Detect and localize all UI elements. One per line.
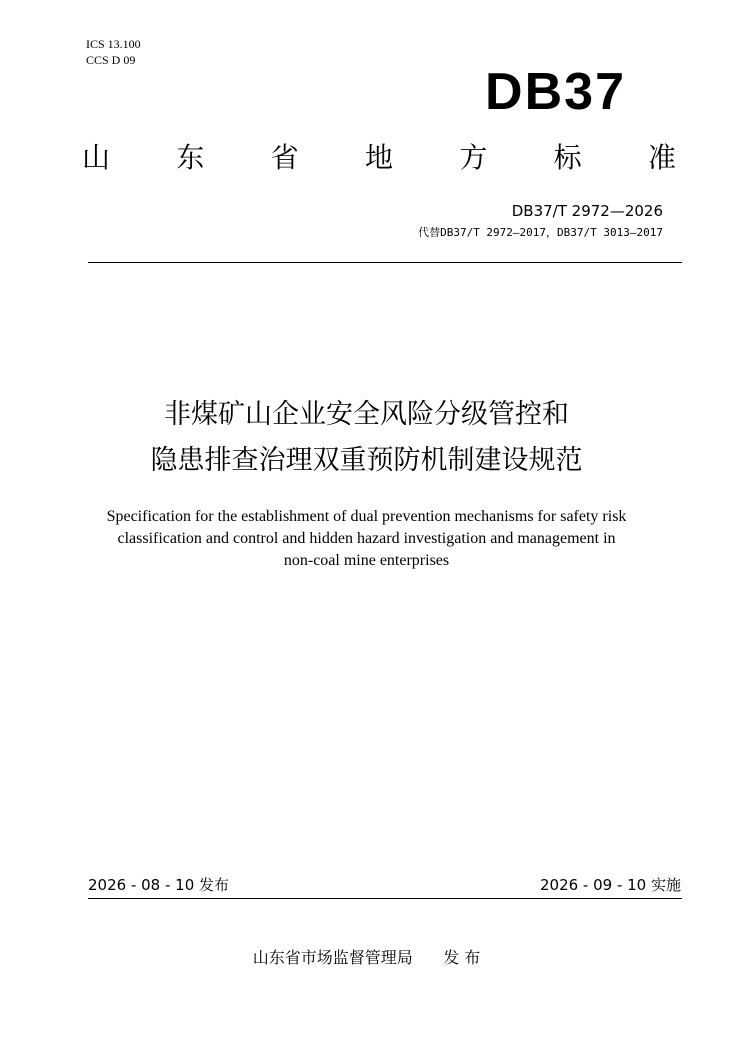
english-title-line: classification and control and hidden hazard investigation and management in — [117, 530, 616, 547]
implementation-date: 2026 - 09 - 10 实施 — [539, 876, 681, 894]
publish-action: 发 布 — [443, 948, 481, 967]
issue-date: 2026 - 08 - 10 发布 — [88, 876, 230, 894]
publisher-org: 山东省市场监督管理局 — [252, 948, 413, 967]
standard-type-heading — [82, 140, 676, 176]
standard-type-char: 准 — [647, 141, 676, 174]
replaces-note: 代替DB37/T 2972—2017，DB37/T 3013—2017 — [418, 226, 663, 239]
standard-type-char: 省 — [270, 141, 299, 174]
classification-codes — [86, 36, 141, 68]
standard-type-char: 标 — [553, 141, 582, 174]
english-title-line: Specification for the establishment of dual prevention mechanisms for safety risk — [106, 508, 627, 525]
publisher-line — [0, 948, 733, 968]
document-title-line-1: 非煤矿山企业安全风险分级管控和 — [164, 399, 569, 430]
standard-type-char: 山 — [82, 141, 111, 174]
top-divider — [88, 262, 682, 263]
db37-logo: DB37 — [485, 63, 626, 121]
document-title-line-2: 隐患排查治理双重预防机制建设规范 — [150, 445, 583, 476]
ccs-code: CCS D 09 — [86, 53, 136, 67]
english-title-line: non-coal mine enterprises — [283, 552, 450, 569]
standard-code: DB37/T 2972—2026 — [511, 202, 663, 220]
ics-code: ICS 13.100 — [86, 37, 141, 51]
english-title — [60, 506, 673, 572]
standard-type-char: 东 — [176, 141, 205, 174]
bottom-divider — [88, 898, 682, 899]
standard-type-char: 方 — [459, 141, 488, 174]
standard-type-char: 地 — [364, 141, 393, 174]
